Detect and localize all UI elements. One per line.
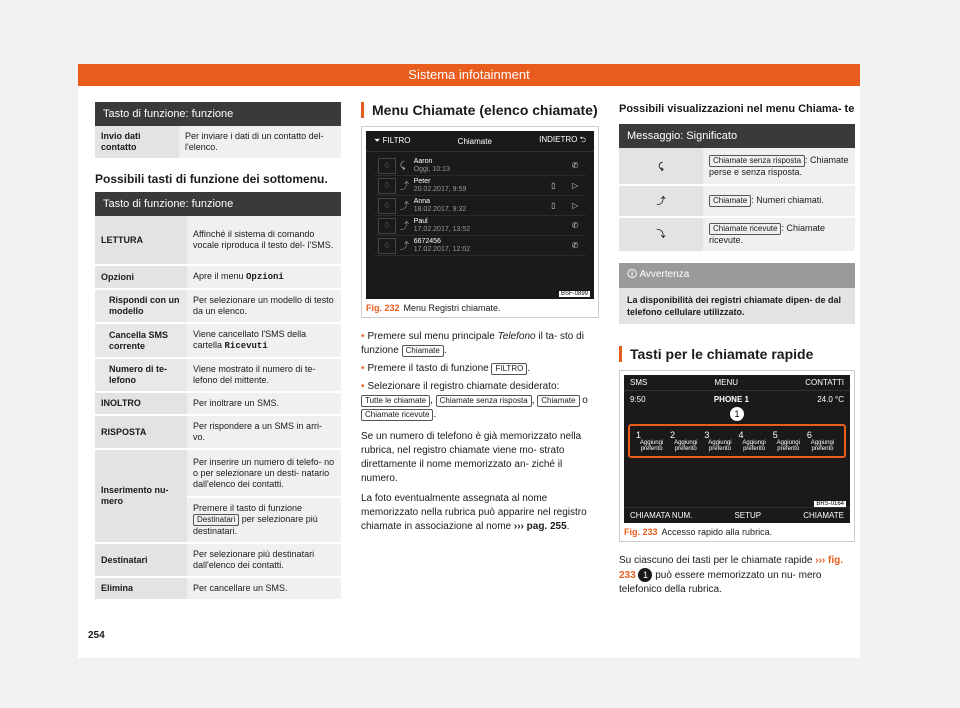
call-icon: ✆ — [571, 221, 579, 230]
table3 — [619, 148, 855, 253]
favourite-slot[interactable]: 2 Aggiungi preferito — [670, 430, 698, 452]
missed-calls-key: Chiamate senza risposta — [709, 155, 805, 167]
note-body: La disponibilità dei registri chiamate dipen- de dal telefono cellulare utilizzato. — [627, 295, 842, 317]
table-value: Viene mostrato il numero di te- lefono del mittente. — [187, 358, 341, 392]
favourite-slot[interactable]: 6 Aggiungi preferito — [806, 430, 835, 452]
menu-name: Opzioni — [246, 272, 284, 282]
outgoing-call-icon: ⤴ — [399, 181, 409, 191]
bullet-icon: • — [361, 363, 365, 374]
destinatari-key: Destinatari — [193, 514, 239, 526]
table-value: Per inoltrare un SMS. — [187, 392, 341, 415]
call-entry: Aaron Oggi, 10:13 — [413, 157, 450, 173]
table-row — [619, 148, 855, 185]
column-left — [95, 102, 341, 601]
table-key: Destinatari — [95, 543, 187, 577]
menu-button: MENU — [714, 378, 739, 387]
table-value: Per cancellare un SMS. — [187, 577, 341, 600]
filtro-key: FILTRO — [491, 363, 527, 375]
table-row — [95, 216, 341, 265]
clock: 9:50 — [630, 395, 646, 404]
figure-code: BRS-0164 — [816, 501, 844, 507]
table-row — [95, 358, 341, 392]
figure-code: BSF-0899 — [560, 291, 588, 297]
table-row — [95, 126, 341, 159]
table-value: Chiamate ricevute : Chiamate ricevute. — [703, 217, 855, 252]
back-icon: ⮌ — [577, 135, 586, 144]
table1 — [95, 126, 341, 160]
contacts-button: CONTATTI — [805, 378, 844, 387]
screen-topbar — [624, 375, 850, 391]
note-header: 🛈 Avvertenza — [619, 263, 855, 288]
mobile-icon: ▯ — [551, 201, 556, 210]
list-item — [374, 216, 586, 236]
table-value: Per rispondere a un SMS in arri- vo. — [187, 415, 341, 449]
list-item — [374, 196, 586, 216]
mobile-icon: ▯ — [551, 181, 556, 190]
filter-icon: ⏷ — [374, 136, 383, 145]
outgoing-call-icon: ⤴ — [399, 241, 409, 251]
table-row — [95, 577, 341, 600]
table-key: LETTURA — [95, 216, 187, 265]
outgoing-call-icon: ⤴ — [619, 185, 703, 217]
call-entry: Anna 18.02.2017, 9:32 — [413, 197, 467, 213]
figure-caption: Fig. 233 Accesso rapido alla rubrica. — [624, 527, 773, 537]
info-icon: 🛈 — [627, 269, 640, 280]
received-calls-key: Chiamate ricevute — [361, 409, 433, 421]
paragraph: Se un numero di telefono è già memorizzato nella rubrica, nel registro chiamate viene mo- strato direttamente il nome memorizzato an- ziché il numero. — [361, 431, 582, 484]
table-value — [187, 323, 341, 358]
incoming-call-icon: ⤵ — [619, 217, 703, 252]
calls-button: CHIAMATE — [803, 511, 844, 520]
table1-header: Tasto di funzione: funzione — [95, 102, 341, 126]
contact-icon: ♢ — [378, 158, 396, 174]
table-row — [95, 392, 341, 415]
favourite-slot[interactable]: 5 Aggiungi preferito — [772, 430, 800, 452]
table-value-text: Viene cancellato l'SMS della cartella — [193, 329, 307, 350]
bullet-item: • Premere sul menu principale Telefono il ta- sto di funzione Chiamate . — [361, 331, 584, 356]
list-item — [374, 236, 586, 256]
table-row — [95, 449, 341, 497]
dial-number-button: CHIAMATA NUM. — [630, 511, 693, 520]
table-key: Rispondi con un modello — [95, 289, 187, 323]
subheading: Possibili tasti di funzione dei sottomenu. — [95, 172, 328, 186]
table-value: Per selezionare un modello di testo da un elenco. — [187, 289, 341, 323]
page-reference-link[interactable]: ››› pag. 255 — [513, 521, 567, 532]
table-value — [187, 497, 341, 543]
favourites-row — [628, 424, 846, 458]
table-value-text: Premere il tasto di funzione — [193, 503, 303, 513]
table-value-text: per selezionare più destinatari. — [193, 514, 318, 536]
table-key: Elimina — [95, 577, 187, 600]
figure-reference-link[interactable]: ››› fig. 233 — [619, 555, 843, 581]
figure-233 — [619, 370, 855, 542]
note-box — [619, 263, 855, 324]
all-calls-key: Tutte le chiamate — [361, 395, 430, 407]
missed-call-icon: ⤹ — [399, 160, 406, 170]
table-value: Affinché il sistema di comando vocale riproduca il testo del- l'SMS. — [187, 216, 341, 265]
callout-badge: 1 — [624, 404, 850, 422]
table-key: Opzioni — [95, 265, 187, 289]
table2 — [95, 216, 341, 601]
call-icon: ✆ — [571, 161, 579, 170]
outgoing-call-icon: ⤴ — [399, 221, 409, 231]
filter-button: ⏷ FILTRO — [374, 136, 411, 145]
bullet-item: • Premere il tasto di funzione FILTRO . — [361, 363, 531, 374]
page-header: Sistema infotainment — [78, 64, 860, 86]
contact-icon: ♢ — [378, 178, 396, 194]
table-row — [95, 543, 341, 577]
temperature: 24.0 °C — [817, 395, 844, 404]
table-row — [619, 217, 855, 252]
table-value: Chiamate senza risposta : Chiamate perse e senza risposta. — [703, 148, 855, 185]
figure-caption: Fig. 232 Menu Registri chiamate. — [366, 303, 501, 313]
table-row — [95, 415, 341, 449]
call-entry: 6672456 17.02.2017, 12:02 — [413, 237, 471, 253]
screen-title: Chiamate — [457, 136, 492, 146]
call-entry: Paul 17.02.2017, 13:52 — [413, 217, 471, 233]
missed-call-icon: ⤹ — [619, 148, 703, 185]
list-item — [374, 156, 586, 176]
sms-button: SMS — [630, 378, 648, 387]
chiamate-key: Chiamate — [402, 345, 444, 357]
table-value: Per inserire un numero di telefo- no o per selezionare un desti- natario dall'elenco dei contatti. — [187, 449, 341, 497]
bullet-item: • Selezionare il registro chiamate desiderato: Tutte le chiamate , Chiamate senza risposta , Chiamate o Chiamate ricevute . — [361, 381, 588, 420]
paragraph: La foto eventualmente assegnata al nome memorizzato nella rubrica può apparire nel registro chiamate in associazione al nome ››› pag. 255. — [361, 493, 587, 532]
call-entry: Peter 20.02.2017, 9:59 — [413, 177, 467, 193]
contact-icon: ♢ — [378, 238, 396, 254]
table3-header: Messaggio: Significato — [619, 124, 855, 148]
table-value — [187, 265, 341, 289]
contact-icon: ♢ — [378, 218, 396, 234]
missed-calls-key: Chiamate senza risposta — [436, 395, 532, 407]
folder-name: Ricevuti — [224, 341, 268, 351]
table-key: Cancella SMS corrente — [95, 323, 187, 358]
call-list-screen — [366, 131, 594, 299]
table-key: Inserimento nu- mero — [95, 449, 187, 543]
dialled-calls-key: Chiamate — [537, 395, 579, 407]
column-right — [619, 102, 855, 597]
table-row — [95, 289, 341, 323]
contact-icon: ♢ — [378, 198, 396, 214]
favourite-slot[interactable]: 3 Aggiungi preferito — [704, 430, 732, 452]
table-row — [95, 265, 341, 289]
section-title: Possibili visualizzazioni nel menu Chiama- te — [619, 103, 855, 115]
table-row — [619, 185, 855, 217]
favourite-slot[interactable]: 1 Aggiungi preferito — [636, 430, 664, 452]
callout-badge: 1 — [638, 568, 652, 582]
phone-name: PHONE 1 — [713, 395, 749, 404]
back-button: INDIETRO ⮌ — [539, 135, 586, 144]
section-title: Tasti per le chiamate rapide — [619, 346, 855, 362]
call-icon: ✆ — [571, 241, 579, 250]
table-row — [95, 323, 341, 358]
setup-button: SETUP — [734, 511, 762, 520]
outgoing-call-icon: ⤴ — [399, 201, 409, 211]
column-middle — [361, 102, 599, 534]
table-value-text: Apre il menu — [193, 271, 247, 281]
table-key: Invio dati contatto — [95, 126, 179, 159]
paragraph: Su ciascuno dei tasti per le chiamate rapide ››› fig. 233 1 può essere memorizzato un nu- mero telefonico della rubrica. — [619, 555, 843, 595]
table2-header: Tasto di funzione: funzione — [95, 192, 341, 216]
table-key: INOLTRO — [95, 392, 187, 415]
table-value: Per inviare i dati di un contatto del- l'elenco. — [179, 126, 341, 159]
table-value: Per selezionare più destinatari dall'elenco dei contatti. — [187, 543, 341, 577]
play-icon: ▷ — [572, 201, 579, 210]
table-value: Chiamate : Numeri chiamati. — [703, 185, 855, 217]
manual-page — [78, 64, 860, 658]
table-key: RISPOSTA — [95, 415, 187, 449]
instructions — [361, 330, 599, 534]
list-item — [374, 176, 586, 196]
call-list — [366, 152, 594, 260]
play-icon: ▷ — [572, 181, 579, 190]
phone-screen — [624, 375, 850, 523]
dialled-calls-key: Chiamate — [709, 195, 751, 207]
screen-topbar — [366, 131, 594, 152]
section-title: Menu Chiamate (elenco chiamate) — [361, 102, 599, 118]
favourite-slot[interactable]: 4 Aggiungi preferito — [738, 430, 766, 452]
bullet-icon: • — [361, 381, 365, 392]
screen-bottombar — [624, 507, 850, 523]
page-number: 254 — [88, 630, 105, 641]
received-calls-key: Chiamate ricevute — [709, 223, 781, 235]
figure-232 — [361, 126, 599, 318]
bullet-icon: • — [361, 331, 365, 342]
table-key: Numero di te- lefono — [95, 358, 187, 392]
